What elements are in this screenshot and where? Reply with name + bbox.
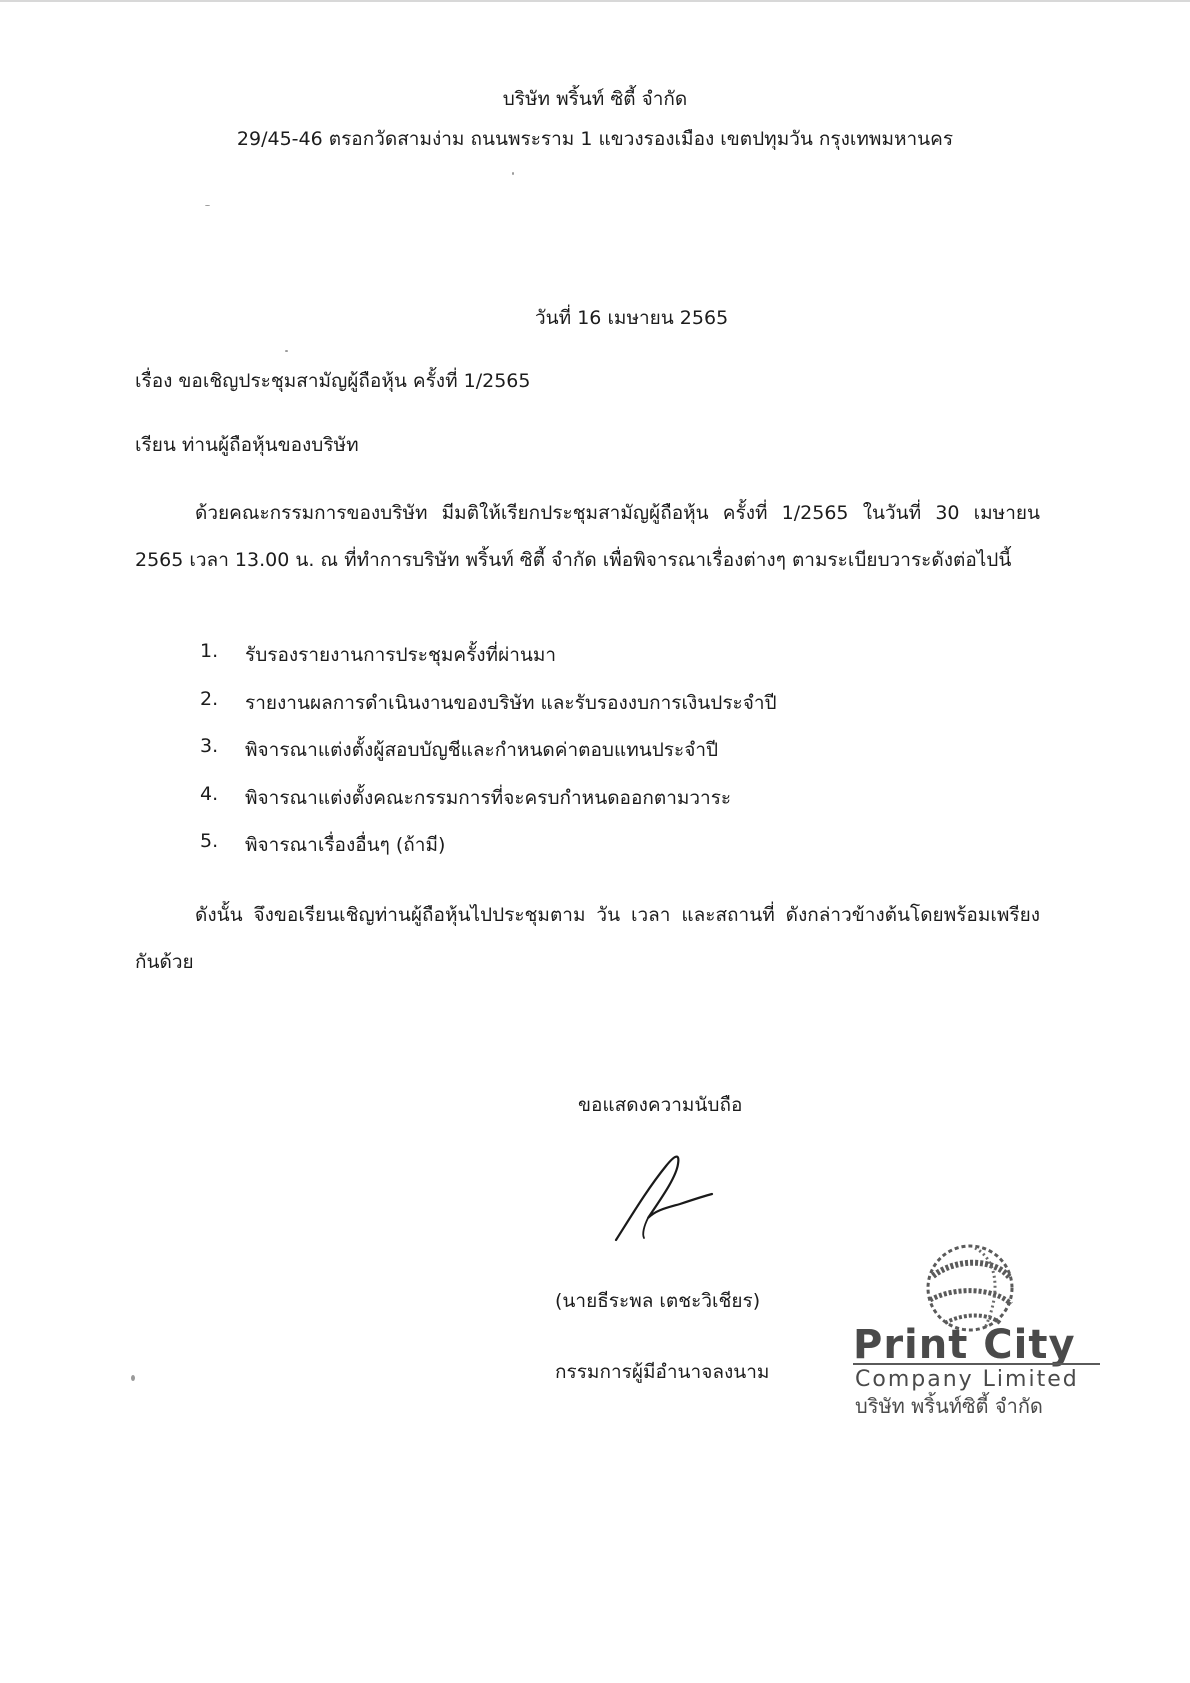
closing-phrase: ขอแสดงความนับถือ [578, 1094, 743, 1116]
scan-speck [205, 205, 210, 206]
scan-speck [131, 1375, 135, 1381]
agenda-number: 4. [200, 782, 219, 805]
agenda-item [200, 688, 777, 736]
body-intro: ด้วยคณะกรรมการของบริษัท มีมติให้เรียกประชุมสามัญผู้ถือหุ้น ครั้งที่ 1/2565 ในวันที่ 30 เมษายน 2565 เวลา 13.00 น. ณ ที่ทำการบริษัท พริ้นท์ ซิตี้ จำกัด เพื่อพิจารณาเรื่องต่างๆ ตามระเบียบวาระดังต่อไปนี้ [135, 502, 1040, 571]
agenda-item [200, 735, 777, 783]
agenda-item [200, 830, 777, 878]
agenda-item [200, 640, 777, 688]
signatory-title: กรรมการผู้มีอำนาจลงนาม [555, 1361, 770, 1383]
company-address: 29/45-46 ตรอกวัดสามง่าม ถนนพระราม 1 แขวงรองเมือง เขตปทุมวัน กรุงเทพมหานคร [236, 128, 954, 150]
letter-salutation: เรียน ท่านผู้ถือหุ้นของบริษัท [135, 434, 359, 456]
company-name: บริษัท พริ้นท์ ซิตี้ จำกัด [502, 88, 688, 110]
agenda-number: 5. [200, 830, 219, 852]
seal-line-3: บริษัท พริ้นท์ซิตี้ จำกัด [855, 1394, 1043, 1418]
agenda-item [200, 783, 777, 831]
agenda-text: พิจารณาแต่งตั้งผู้สอบบัญชีและกำหนดค่าตอบแทนประจำปี [245, 739, 719, 761]
handwritten-signature [608, 1148, 718, 1248]
agenda-text: พิจารณาแต่งตั้งคณะกรรมการที่จะครบกำหนดออกตามวาระ [245, 786, 732, 809]
signatory-name: (นายธีระพล เตชะวิเชียร) [555, 1290, 761, 1312]
body-closing: ดังนั้น จึงขอเรียนเชิญท่านผู้ถือหุ้นไปประชุมตาม วัน เวลา และสถานที่ ดังกล่าวข้างต้นโดยพร้อมเพรียงกันด้วย [135, 904, 1040, 973]
agenda-text: รายงานผลการดำเนินงานของบริษัท และรับรองงบการเงินประจำปี [245, 691, 777, 714]
agenda-text: พิจารณาเรื่องอื่นๆ (ถ้ามี) [245, 834, 446, 856]
scan-edge [0, 0, 1190, 2]
agenda-number: 1. [200, 640, 219, 662]
company-seal [845, 1228, 1115, 1423]
agenda-number: 3. [200, 735, 219, 757]
scan-speck [512, 172, 514, 175]
agenda-list [200, 640, 777, 878]
letter-date: วันที่ 16 เมษายน 2565 [535, 307, 729, 329]
seal-line-1: Print City [853, 1322, 1076, 1368]
agenda-text: รับรองรายงานการประชุมครั้งที่ผ่านมา [245, 644, 557, 666]
agenda-number: 2. [200, 687, 219, 710]
seal-line-2: Company Limited [855, 1367, 1079, 1392]
letter-subject: เรื่อง ขอเชิญประชุมสามัญผู้ถือหุ้น ครั้งที่ 1/2565 [135, 370, 531, 392]
seal-globe-icon [845, 1228, 1115, 1423]
scan-speck [285, 350, 288, 352]
